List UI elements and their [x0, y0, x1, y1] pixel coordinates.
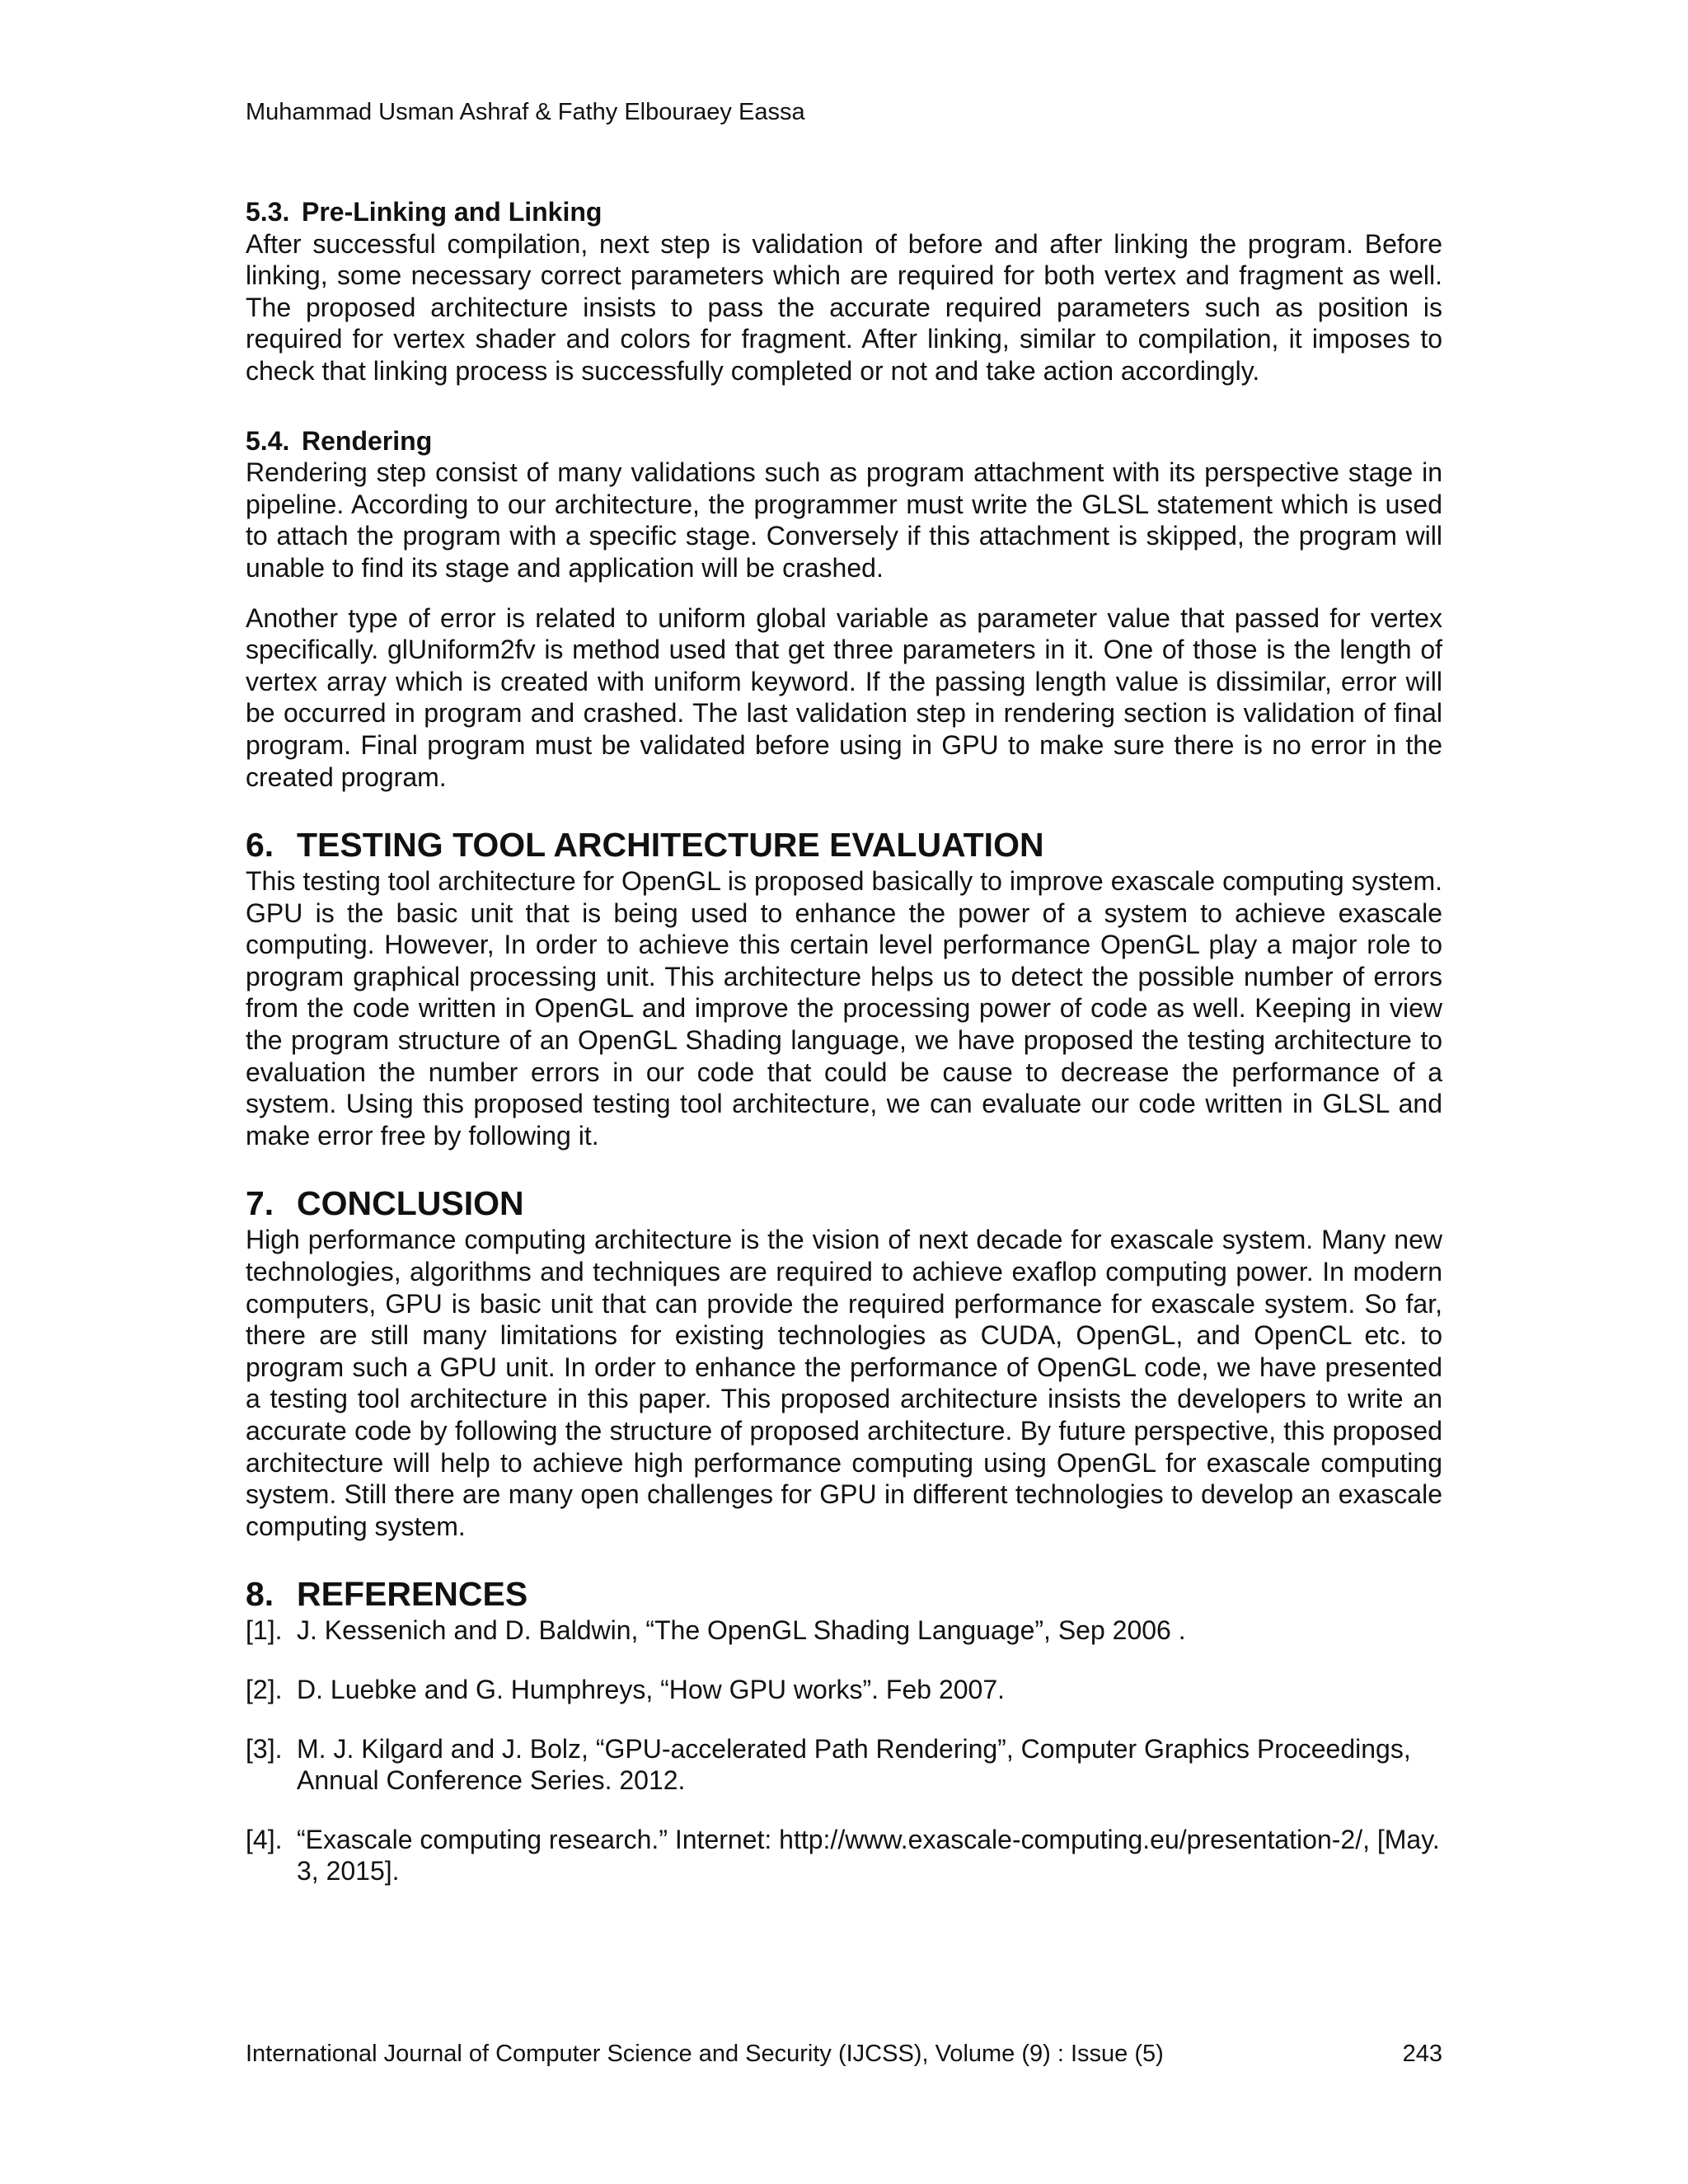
reference-text: “Exascale computing research.” Internet: http://www.exascale-computing.eu/presentation-2/, [May. 3, 2015].	[297, 1824, 1440, 1886]
section-5-4-heading	[246, 425, 1442, 457]
reference-item	[246, 1824, 1442, 1887]
reference-number: [3].	[246, 1733, 283, 1764]
section-number: 5.4.	[246, 425, 290, 456]
section-6-heading	[246, 824, 1442, 865]
section-5-4-paragraph-1: Rendering step consist of many validations such as program attachment with its perspective stage in pipeline. According to our architecture, the programmer must write the GLSL statement which is used to attach the program with a specific stage. Conversely if this attachment is skipped, the program will unable to find its stage and application will be crashed.	[246, 457, 1442, 583]
section-number: 8.	[246, 1575, 274, 1614]
reference-list	[246, 1615, 1442, 1887]
reference-number: [1].	[246, 1615, 283, 1646]
section-title: CONCLUSION	[297, 1184, 524, 1223]
journal-citation: International Journal of Computer Science and Security (IJCSS), Volume (9) : Issue (5)	[246, 2041, 1164, 2067]
section-number: 7.	[246, 1184, 274, 1223]
section-number: 6.	[246, 826, 274, 865]
section-6-paragraph-1: This testing tool architecture for OpenGL is proposed basically to improve exascale computing system. GPU is the basic unit that is being used to enhance the power of a system to achieve exascale computing. However, In order to achieve this certain level performance OpenGL play a major role to program graphical processing unit. This architecture helps us to detect the possible number of errors from the code written in OpenGL and improve the processing power of code as well. Keeping in view the program structure of an OpenGL Shading language, we have proposed the testing architecture to evaluation the number errors in our code that could be cause to decrease the performance of a system. Using this proposed testing tool architecture, we can evaluate our code written in GLSL and make error free by following it.	[246, 866, 1442, 1151]
section-5-3-paragraph-1: After successful compilation, next step is validation of before and after linking the program. Before linking, some necessary correct parameters which are required for both vertex and fragment as well. The proposed architecture insists to pass the accurate required parameters such as position is required for vertex shader and colors for fragment. After linking, similar to compilation, it imposes to check that linking process is successfully completed or not and take action accordingly.	[246, 228, 1442, 386]
section-5-3-heading	[246, 196, 1442, 228]
reference-text: M. J. Kilgard and J. Bolz, “GPU-accelerated Path Rendering”, Computer Graphics Proceedings, Annual Conference Series. 2012.	[297, 1733, 1411, 1796]
page-content	[246, 196, 1442, 1915]
section-7-heading	[246, 1183, 1442, 1224]
page-number: 243	[1402, 2041, 1442, 2067]
reference-item	[246, 1615, 1442, 1647]
reference-item	[246, 1733, 1442, 1797]
section-8-heading	[246, 1573, 1442, 1615]
section-number: 5.3.	[246, 197, 290, 227]
reference-item	[246, 1674, 1442, 1706]
section-title: TESTING TOOL ARCHITECTURE EVALUATION	[297, 826, 1044, 865]
section-title: REFERENCES	[297, 1575, 528, 1614]
running-head-authors: Muhammad Usman Ashraf & Fathy Elbouraey Eassa	[246, 99, 805, 125]
paper-page	[246, 0, 1442, 2184]
section-7-paragraph-1: High performance computing architecture is the vision of next decade for exascale system. Many new technologies, algorithms and techniques are required to achieve exaflop computing power. In modern computers, GPU is basic unit that can provide the required performance for exascale system. So far, there are still many limitations for existing technologies as CUDA, OpenGL, and OpenCL etc. to program such a GPU unit. In order to enhance the performance of OpenGL code, we have presented a testing tool architecture in this paper. This proposed architecture insists the developers to write an accurate code by following the structure of proposed architecture. By future perspective, this proposed architecture will help to achieve high performance computing using OpenGL for exascale computing system. Still there are many open challenges for GPU in different technologies to develop an exascale computing system.	[246, 1225, 1442, 1541]
section-5-4-paragraph-2: Another type of error is related to uniform global variable as parameter value that passed for vertex specifically. glUniform2fv is method used that get three parameters in it. One of those is the length of vertex array which is created with uniform keyword. If the passing length value is dissimilar, error will be occurred in program and crashed. The last validation step in rendering section is validation of final program. Final program must be validated before using in GPU to make sure there is no error in the created program.	[246, 602, 1442, 792]
section-title: Rendering	[302, 425, 433, 456]
reference-text: J. Kessenich and D. Baldwin, “The OpenGL Shading Language”, Sep 2006 .	[297, 1615, 1186, 1646]
reference-number: [2].	[246, 1674, 283, 1704]
page-footer	[246, 2039, 1442, 2069]
reference-number: [4].	[246, 1824, 283, 1854]
reference-text: D. Luebke and G. Humphreys, “How GPU works”. Feb 2007.	[297, 1674, 1006, 1704]
section-title: Pre-Linking and Linking	[302, 197, 603, 227]
